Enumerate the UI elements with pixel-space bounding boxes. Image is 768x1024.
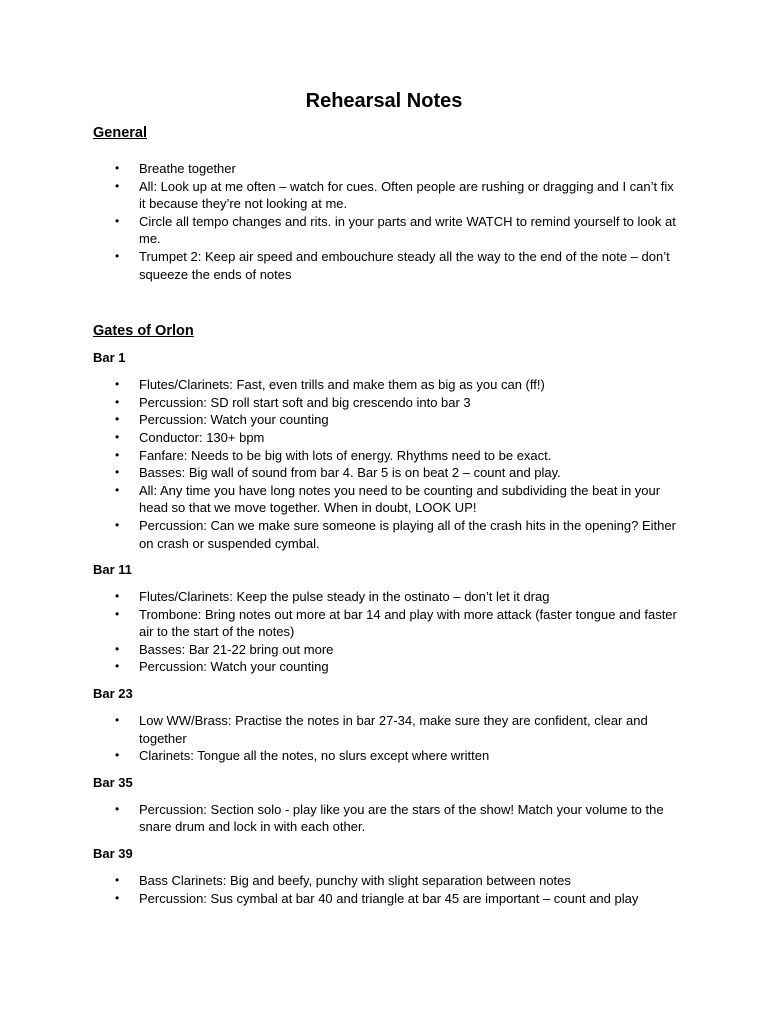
list-item [93,606,678,641]
list-item [93,394,678,412]
list-item-text: All: Look up at me often – watch for cues. Often people are rushing or dragging and I can’t fix it because they’re not looking at me. [139,178,674,212]
bullet-icon: • [115,447,120,462]
bar-1-list [93,376,678,552]
bar-heading: Bar 39 [93,846,133,862]
list-item [93,872,678,890]
bullet-icon: • [115,659,120,674]
list-item [93,517,678,552]
bar-heading: Bar 35 [93,774,133,790]
list-item-text: Conductor: 130+ bpm [139,429,265,445]
bar-39-list [93,872,678,907]
bar-23-list [93,712,678,765]
list-item [93,747,678,765]
list-item-text: Circle all tempo changes and rits. in your parts and write WATCH to remind yourself to look at me. [139,213,676,247]
bullet-icon: • [115,748,120,763]
list-item-text: Trombone: Bring notes out more at bar 14 and play with more attack (faster tongue and faster air to the start of the notes) [139,606,677,640]
list-item-text: Percussion: Watch your counting [139,412,329,428]
list-item-text: Flutes/Clarinets: Keep the pulse steady in the ostinato – don’t let it drag [139,589,550,605]
bullet-icon: • [115,161,120,175]
bar-heading: Bar 23 [93,686,133,702]
bullet-icon: • [115,801,120,816]
bullet-icon: • [115,641,120,656]
bullet-icon: • [115,890,120,905]
list-item-text: Low WW/Brass: Practise the notes in bar 27-34, make sure they are confident, clear and together [139,713,648,746]
list-item-text: Trumpet 2: Keep air speed and embouchure steady all the way to the end of the note – don’t squeeze the ends of notes [139,248,670,282]
bullet-icon: • [115,394,120,409]
page-title: Rehearsal Notes [305,90,463,112]
list-item-text: Basses: Bar 21-22 bring out more [139,641,334,657]
bullet-icon: • [115,482,120,497]
list-item [93,248,678,283]
bar-35-list [93,801,678,836]
bullet-icon: • [115,178,120,193]
section-heading-piece: Gates of Orlon [93,323,194,340]
list-item [93,160,678,178]
bullet-icon: • [115,465,120,480]
bullet-icon: • [115,213,120,228]
bullet-icon: • [115,873,120,888]
list-item [93,213,678,248]
list-item [93,464,678,482]
bullet-icon: • [115,589,120,604]
bullet-icon: • [115,713,120,728]
list-item-text: Bass Clarinets: Big and beefy, punchy with slight separation between notes [139,873,571,889]
list-item [93,712,678,747]
bullet-icon: • [115,429,120,444]
document-body [93,88,678,907]
section-heading-general: General [93,125,147,141]
list-item [93,658,678,676]
list-item-text: Percussion: SD roll start soft and big crescendo into bar 3 [139,394,471,410]
bar-heading: Bar 11 [93,562,133,578]
list-item [93,482,678,517]
bullet-icon: • [115,517,120,532]
list-item-text: Percussion: Section solo - play like you are the stars of the show! Match your volume to the snare drum and lock in with each other. [139,801,664,835]
bullet-icon: • [115,606,120,621]
list-item [93,429,678,447]
list-item-text: Percussion: Sus cymbal at bar 40 and triangle at bar 45 are important – count and play [139,890,639,906]
bullet-icon: • [115,377,120,392]
list-item [93,376,678,394]
bar-heading: Bar 1 [93,350,126,366]
list-item-text: Percussion: Can we make sure someone is playing all of the crash hits in the opening? Either on crash or suspended cymbal. [139,517,676,551]
list-item [93,178,678,213]
list-item [93,641,678,659]
list-item [93,588,678,606]
list-item-text: Breathe together [139,161,236,176]
bullet-icon: • [115,248,120,263]
list-item-text: All: Any time you have long notes you need to be counting and subdividing the beat in your head so that we move together. When in doubt, LOOK UP! [139,482,661,516]
general-list [93,160,678,283]
list-item-text: Fanfare: Needs to be big with lots of energy. Rhythms need to be exact. [139,447,552,463]
bar-11-list [93,588,678,676]
list-item-text: Percussion: Watch your counting [139,659,329,675]
bullet-icon: • [115,412,120,427]
list-item [93,890,678,908]
list-item [93,801,678,836]
list-item-text: Basses: Big wall of sound from bar 4. Bar 5 is on beat 2 – count and play. [139,465,561,481]
list-item-text: Clarinets: Tongue all the notes, no slurs except where written [139,748,490,764]
list-item [93,411,678,429]
list-item-text: Flutes/Clarinets: Fast, even trills and make them as big as you can (ff!) [139,377,545,393]
list-item [93,447,678,465]
